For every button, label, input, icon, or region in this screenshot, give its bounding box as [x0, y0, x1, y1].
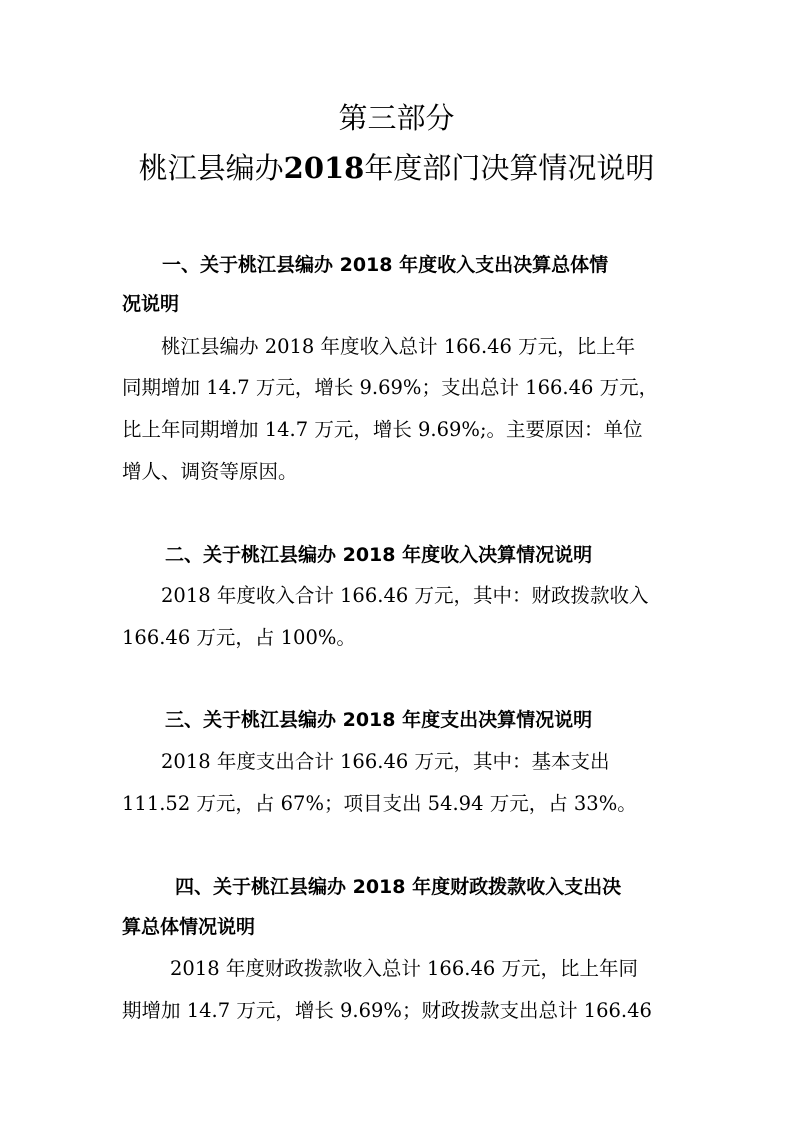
section-2-body-line-2: 166.46 万元，占 100%。: [122, 626, 356, 649]
report-title-prefix: 桃江县编办: [138, 151, 284, 185]
section-1-body-line-1: 桃江县编办 2018 年度收入总计 166.46 万元，比上年: [161, 335, 636, 358]
part-title: [0, 100, 793, 136]
report-title: [0, 150, 793, 186]
section-1-body-line-3: 比上年同期增加 14.7 万元，增长 9.69%;。主要原因：单位: [122, 418, 643, 441]
part-title-text: 第三部分: [338, 101, 455, 135]
section-4-heading-line-1: 四、关于桃江县编办 2018 年度财政拨款收入支出决: [175, 876, 622, 898]
report-title-suffix: 年度部门决算情况说明: [364, 151, 655, 185]
section-2-heading: 二、关于桃江县编办 2018 年度收入决算情况说明: [165, 544, 593, 566]
section-4-body-line-2: 期增加 14.7 万元，增长 9.69%；财政拨款支出总计 166.46: [122, 999, 652, 1022]
section-4-body-line-1: 2018 年度财政拨款收入总计 166.46 万元，比上年同: [170, 957, 638, 980]
section-1-body-line-4: 增人、调资等原因。: [122, 460, 298, 483]
report-title-year: 2018: [283, 151, 365, 185]
section-1-heading-line-2: 况说明: [122, 293, 180, 315]
section-4-heading-line-2: 算总体情况说明: [122, 916, 256, 938]
section-1-body-line-2: 同期增加 14.7 万元，增长 9.69%；支出总计 166.46 万元，: [122, 376, 659, 399]
section-3-body-line-2: 111.52 万元，占 67%；项目支出 54.94 万元，占 33%。: [122, 792, 637, 815]
section-3-heading: 三、关于桃江县编办 2018 年度支出决算情况说明: [165, 709, 593, 731]
section-2-body-line-1: 2018 年度收入合计 166.46 万元，其中：财政拨款收入: [161, 584, 649, 607]
section-1-heading-line-1: 一、关于桃江县编办 2018 年度收入支出决算总体情: [162, 254, 609, 276]
section-3-body-line-1: 2018 年度支出合计 166.46 万元，其中：基本支出: [161, 750, 610, 773]
